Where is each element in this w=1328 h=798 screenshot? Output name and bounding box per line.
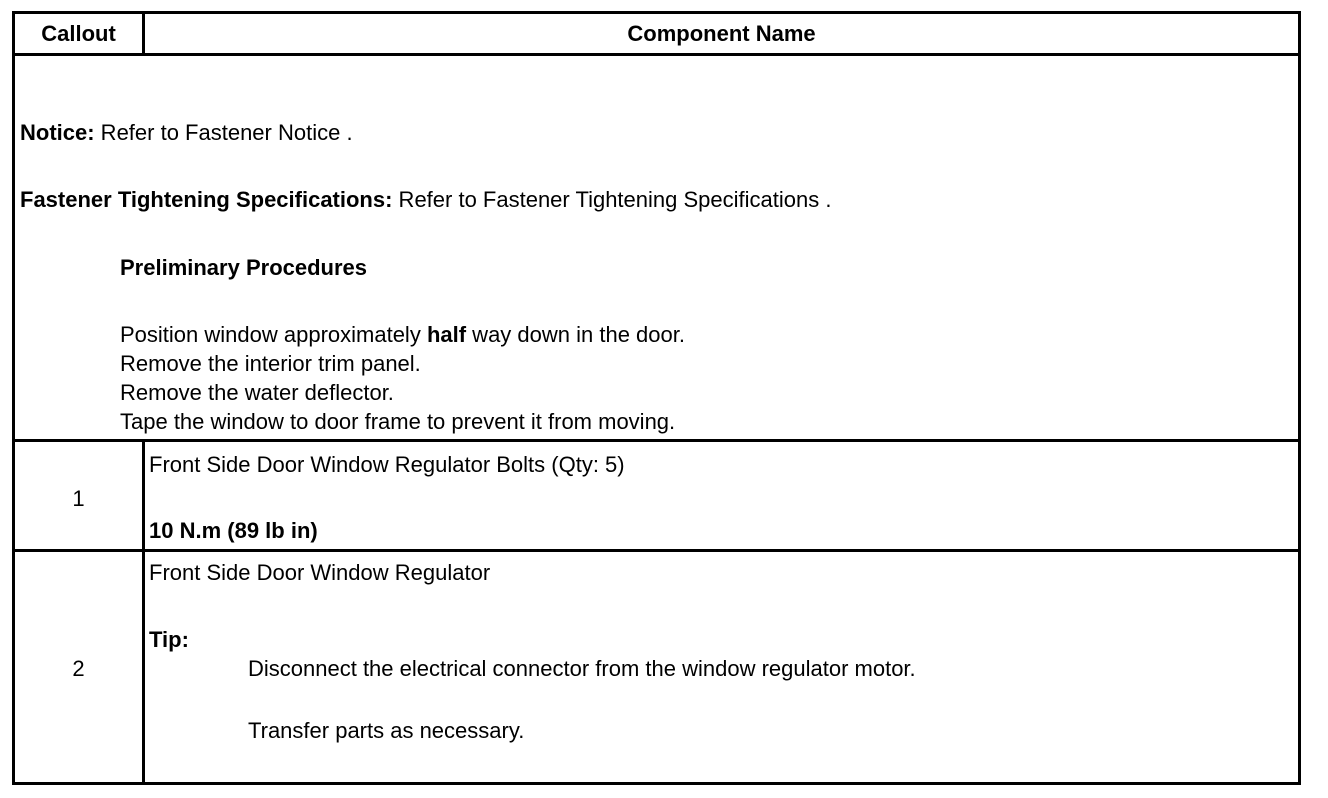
preliminary-step: Remove the water deflector. <box>120 380 394 405</box>
step-1-pre: Position window approximately <box>120 322 427 347</box>
step-1-emphasis: half <box>426 322 467 347</box>
preliminary-step: Remove the interior trim panel. <box>120 351 421 376</box>
row-1-component-name: Front Side Door Window Regulator Bolts (Qty: 5) <box>149 452 625 477</box>
preliminary-step <box>120 322 685 348</box>
preliminary-heading: Preliminary Procedures <box>120 255 368 280</box>
row-1-column-divider <box>142 442 145 549</box>
row-2-tip-label: Tip: <box>149 627 189 652</box>
row-1-torque: 10 N.m (89 lb in) <box>149 518 318 543</box>
notice-line <box>20 120 353 146</box>
notice-text: Refer to Fastener Notice . <box>94 120 353 145</box>
row-2-tip-item: Transfer parts as necessary. <box>248 718 525 743</box>
row-2-tip-item: Disconnect the electrical connector from the window regulator motor. <box>248 656 916 681</box>
component-table <box>12 11 1301 785</box>
row-1-divider <box>15 439 1298 442</box>
row-2-callout: 2 <box>72 656 85 681</box>
spec-text: Refer to Fastener Tightening Specifications . <box>392 187 832 212</box>
spec-label: Fastener Tightening Specifications: <box>20 187 393 212</box>
row-2-column-divider <box>142 552 145 782</box>
row-2-component-name: Front Side Door Window Regulator <box>149 560 491 585</box>
row-2-divider <box>15 549 1298 552</box>
header-callout: Callout <box>41 21 116 46</box>
step-1-post: way down in the door. <box>466 322 685 347</box>
spec-line <box>20 187 831 213</box>
header-component-name: Component Name <box>627 21 816 46</box>
notice-label: Notice: <box>20 120 95 145</box>
preliminary-step: Tape the window to door frame to prevent it from moving. <box>120 409 676 434</box>
header-divider <box>15 53 1298 56</box>
row-1-callout: 1 <box>72 486 85 511</box>
